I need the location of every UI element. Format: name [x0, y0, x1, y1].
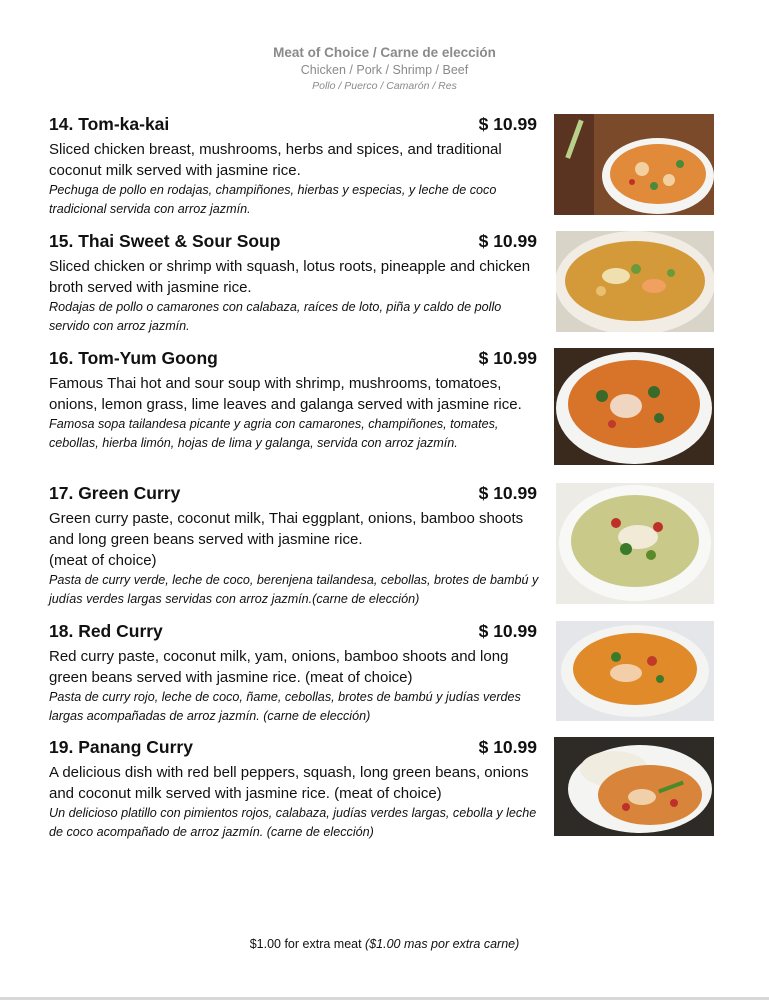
green-curry-photo	[556, 483, 714, 604]
item-price: $ 10.99	[478, 231, 537, 251]
sweet-sour-soup-photo	[556, 231, 714, 332]
item-price: $ 10.99	[478, 621, 537, 641]
item-description: Famous Thai hot and sour soup with shrimp, mushrooms, tomatoes, onions, lemon grass, lime leaves and galanga served with jasmine rice.	[49, 375, 522, 413]
tom-yum-goong-photo	[554, 348, 714, 465]
item-description: Sliced chicken or shrimp with squash, lotus roots, pineapple and chicken broth served with jasmine rice.	[49, 258, 531, 296]
item-name: 16. Tom-Yum Goong	[49, 348, 218, 368]
menu-item-red-curry	[49, 621, 539, 726]
item-description-es: Pechuga de pollo en rodajas, champiñones, hierbas y especias, y leche de coco tradicional servida con arroz jazmín.	[49, 183, 497, 216]
item-price: $ 10.99	[478, 114, 537, 134]
item-description: Red curry paste, coconut milk, yam, onions, bamboo shoots and long green beans served with jasmine rice. (meat of choice)	[49, 648, 509, 686]
menu-item-green-curry	[49, 483, 539, 609]
item-name: 14. Tom-ka-kai	[49, 114, 170, 134]
item-price: $ 10.99	[478, 483, 537, 503]
header-options: Chicken / Pork / Shrimp / Beef	[300, 63, 469, 77]
item-name: 18. Red Curry	[49, 621, 163, 641]
menu-item-sweet-sour-soup	[49, 231, 539, 336]
extra-meat-note-es: ($1.00 mas por extra carne)	[365, 937, 520, 951]
item-description: A delicious dish with red bell peppers, squash, long green beans, onions and coconut milk served with jasmine rice. (meat of choice)	[49, 764, 529, 802]
menu-item-tom-ka-kai	[49, 114, 539, 219]
panang-curry-photo	[554, 737, 714, 836]
menu-item-tom-yum-goong	[49, 348, 539, 453]
header-options-es: Pollo / Puerco / Camarón / Res	[312, 80, 457, 92]
item-description-es: Famosa sopa tailandesa picante y agria con camarones, champiñones, tomates, cebollas, hierba limón, hojas de lima y galanga, servida con arroz jazmín.	[49, 417, 499, 450]
menu-item-panang-curry	[49, 737, 539, 842]
item-description-es: Un delicioso platillo con pimientos rojos, calabaza, judías verdes largas, cebolla y leche de coco acompañado de arroz jazmín. (carne de elección)	[49, 806, 537, 839]
tom-ka-kai-photo	[554, 114, 714, 215]
item-price: $ 10.99	[478, 737, 537, 757]
item-description-es: Pasta de curry rojo, leche de coco, ñame, cebollas, brotes de bambú y judías verdes largas acompañadas de arroz jazmín. (carne de elección)	[49, 690, 521, 723]
item-description: Green curry paste, coconut milk, Thai eggplant, onions, bamboo shoots and long green beans served with jasmine rice.	[49, 510, 524, 548]
menu-header	[0, 44, 769, 94]
item-description-es: Pasta de curry verde, leche de coco, berenjena tailandesa, cebollas, brotes de bambú y judías verdes largas servidas con arroz jazmín.(carne de elección)	[49, 573, 539, 606]
item-name: 19. Panang Curry	[49, 737, 193, 757]
red-curry-photo	[556, 621, 714, 721]
item-price: $ 10.99	[478, 348, 537, 368]
item-name: 17. Green Curry	[49, 483, 181, 503]
header-title: Meat of Choice / Carne de elección	[273, 45, 496, 60]
item-meat-choice: (meat of choice)	[49, 552, 157, 569]
extra-meat-note: $1.00 for extra meat	[249, 937, 366, 951]
footer-note	[0, 937, 769, 951]
item-name: 15. Thai Sweet & Sour Soup	[49, 231, 281, 251]
item-description-es: Rodajas de pollo o camarones con calabaza, raíces de loto, piña y caldo de pollo servido con arroz jazmín.	[49, 300, 502, 333]
item-description: Sliced chicken breast, mushrooms, herbs and spices, and traditional coconut milk served with jasmine rice.	[49, 141, 502, 179]
